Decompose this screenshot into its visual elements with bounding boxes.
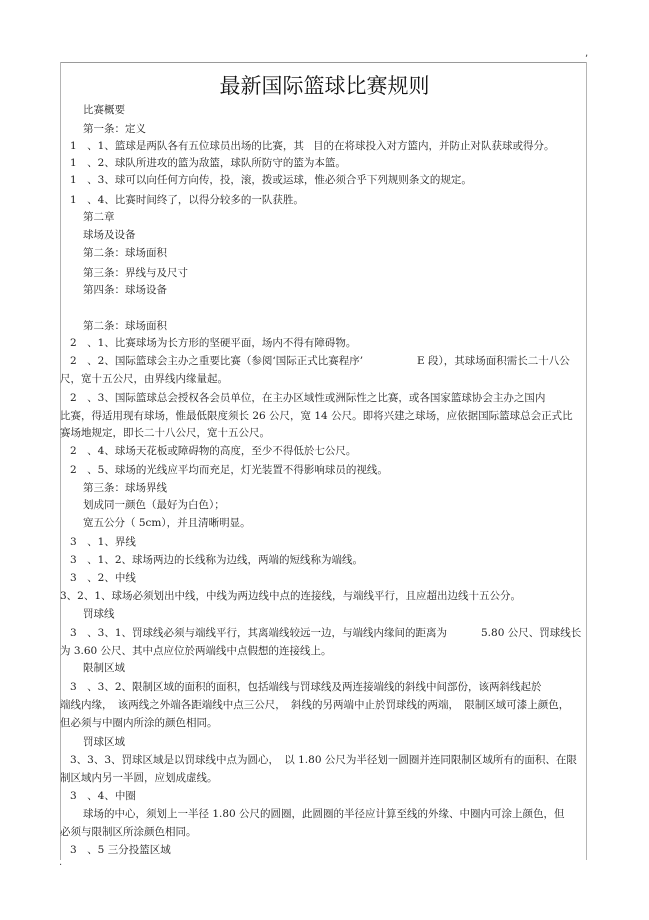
rule-2-3-end: 赛场地规定，即长二十八公尺，宽十五公尺。 <box>60 427 270 439</box>
top-rule <box>60 62 587 63</box>
section-overview: 比赛概要 <box>83 104 125 116</box>
rule-3-3-2-end: 但必须与中圈内所涂的颜色相同。 <box>60 717 218 729</box>
rule-2-3: 2 、3、国际篮球总会授权各会员单位，在主办区域性或洲际性之比赛，或各国家篮球协会主办之国内 <box>70 392 546 404</box>
free-throw-area-heading: 罚球区域 <box>83 736 125 748</box>
rule-2-2-part-a: 2 、2、国际篮球会主办之重要比赛（参阅‘国际正式比赛程序’ <box>70 355 364 367</box>
rule-3-1: 3 、1、界线 <box>70 536 136 548</box>
left-border <box>60 62 61 860</box>
article-1-heading: 第一条：定义 <box>83 123 146 135</box>
rule-3-3-2: 3 、3、2、限制区域的面积的面积，包括端线与罚球线及两连接端线的斜线中间部份，该两斜线起於 <box>70 681 542 693</box>
rule-2-5: 2 、5、球场的光线应平均而充足，灯光装置不得影响球员的视线。 <box>70 464 388 476</box>
article-3-heading: 第三条：界线与及尺寸 <box>83 267 188 279</box>
rule-2-4: 2 、4、球场天花板或障碍物的高度，至少不得低於七公尺。 <box>70 445 357 457</box>
rule-2-3-continued: 比赛，得适用现有球场，惟最低限度须长 26 公尺，宽 14 公尺。即将兴建之球场，应依据国际篮球总会正式比 <box>60 410 573 422</box>
rule-1-1-part-a: 1 、1、篮球是两队各有五位球员出场的比赛，其 <box>70 140 304 152</box>
rule-2-2-part-b: E 段），其球场面积需长二十八公 <box>417 355 570 367</box>
rule-3-3-3: 3、3、3、罚球区域是以罚球线中点为圆心， 以 1.80 公尺为半径划一圆圈并连同限制区域所有的面积、在限 <box>70 754 577 766</box>
article-2-section-heading: 第二条：球场面积 <box>83 320 167 332</box>
center-circle-text: 球场的中心，须划上一半径 1.80 公尺的圆圈，此圆圈的半径应计算至线的外缘、中圈内可涂上颜色，但 <box>83 808 565 820</box>
footer-mark: . <box>59 857 63 868</box>
line-color-text: 划成同一颜色（最好为白色）； <box>83 499 225 511</box>
corner-mark: , <box>585 48 589 59</box>
chapter-2-heading: 第二章 <box>83 211 115 223</box>
line-width-text: 宽五公分（ 5cm），并且清晰明显。 <box>83 517 251 529</box>
rule-3-2: 3 、2、中线 <box>70 572 136 584</box>
document-title: 最新国际篮球比赛规则 <box>219 74 430 98</box>
rule-1-4: 1 、4、比赛时间终了，以得分较多的一队获胜。 <box>70 194 304 206</box>
rule-1-1-part-b: 目的在将球投入对方篮内，并防止对队获球或得分。 <box>313 140 555 152</box>
rule-3-5: 3 、5 三分投篮区域 <box>70 844 171 856</box>
article-3-section-heading: 第三条：球场界线 <box>83 482 167 494</box>
restricted-area-heading: 限制区域 <box>83 662 125 674</box>
rule-3-3-1-part-b: 5.80 公尺、罚球线长 <box>481 627 582 639</box>
rule-3-3-1-continued: 为 3.60 公尺、其中点应位於两端线中点假想的连接线上。 <box>60 645 332 657</box>
free-throw-line-heading: 罚球线 <box>83 608 115 620</box>
article-4-heading: 第四条：球场设备 <box>83 284 167 296</box>
rule-1-2: 1 、2、球队所进攻的篮为敌篮，球队所防守的篮为本篮。 <box>70 157 346 169</box>
right-border <box>586 62 587 860</box>
rule-3-3-1-part-a: 3 、3、1、罚球线必须与端线平行，其离端线较远一边，与端线内缘间的距离为 <box>70 627 448 639</box>
rule-3-2-1: 3、2、1、球场必须划出中线，中线为两边线中点的连接线，与端线平行，且应超出边线十五公分。 <box>60 590 522 602</box>
rule-3-3-3-continued: 制区域内另一半圆，应划成虚线。 <box>60 772 218 784</box>
article-2-heading: 第二条：球场面积 <box>83 247 167 259</box>
rule-1-3: 1 、3、球可以向任何方向传，投，滚，拨或运球，惟必须合乎下列规则条文的规定。 <box>70 174 472 186</box>
rule-3-4: 3 、4、中圈 <box>70 790 136 802</box>
rule-3-1-2: 3 、1、2、球场两边的长线称为边线，两端的短线称为端线。 <box>70 554 364 566</box>
center-circle-text-continued: 必须与限制区所涂颜色相同。 <box>60 826 197 838</box>
rule-2-1: 2 、1、比赛球场为长方形的坚硬平面，场内不得有障碍物。 <box>70 337 357 349</box>
rule-2-2-continued: 尺，宽十五公尺，由界线内缘量起。 <box>60 373 228 385</box>
venue-heading: 球场及设备 <box>83 229 136 241</box>
rule-3-3-2-continued: 端线内缘， 该两线之外端各距端线中点三公尺， 斜线的另两端中止於罚球线的两端， 限制区域可漆上颜色， <box>60 699 570 711</box>
